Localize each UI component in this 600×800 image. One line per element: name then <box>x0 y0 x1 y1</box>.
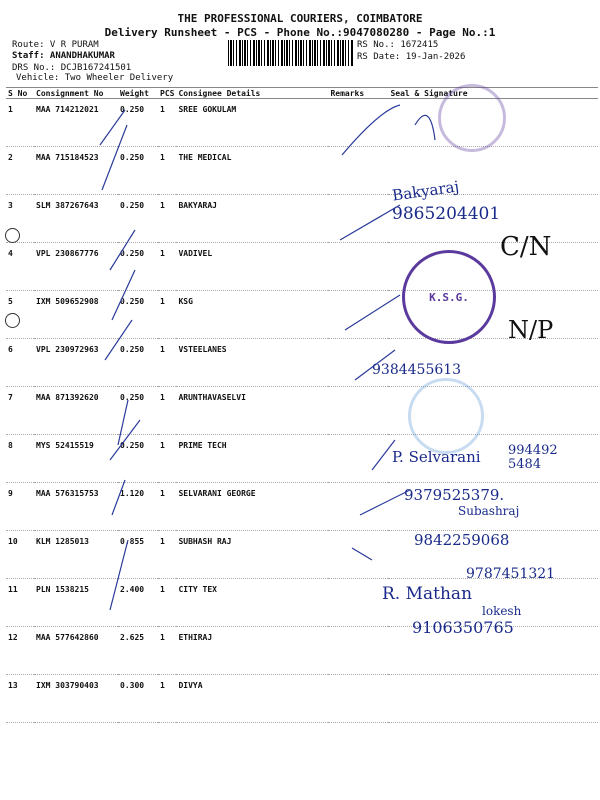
circle-mark <box>5 228 20 243</box>
cell-cons: SREE GOKULAM <box>176 99 328 147</box>
cell-sno: 13 <box>6 675 34 723</box>
table-row <box>6 339 598 387</box>
rs-number: RS No.: 1672415 <box>357 40 439 50</box>
cell-cons: SUBHASH RAJ <box>176 531 328 579</box>
cell-wt: 0.250 <box>118 243 158 291</box>
cell-cn: MYS 52415519 <box>34 435 118 483</box>
hw-phone-13: 9106350765 <box>412 618 514 637</box>
cell-cons: VADIVEL <box>176 243 328 291</box>
cell-cons: SELVARANI GEORGE <box>176 483 328 531</box>
cell-pcs: 1 <box>158 435 176 483</box>
cell-sno: 9 <box>6 483 34 531</box>
hw-np: N/P <box>508 316 554 344</box>
cell-sno: 8 <box>6 435 34 483</box>
cell-cons: CITY TEX <box>176 579 328 627</box>
col-consignee: Consignee Details <box>176 88 328 99</box>
circle-mark <box>5 313 20 328</box>
cell-sno: 10 <box>6 531 34 579</box>
cell-pcs: 1 <box>158 531 176 579</box>
cell-wt: 2.625 <box>118 627 158 675</box>
cell-rem <box>328 627 388 675</box>
cell-cn: MAA 576315753 <box>34 483 118 531</box>
cell-rem <box>328 675 388 723</box>
cell-pcs: 1 <box>158 291 176 339</box>
hw-phone-11: 9842259068 <box>414 531 510 549</box>
cell-pcs: 1 <box>158 99 176 147</box>
cell-cons: BAKYARAJ <box>176 195 328 243</box>
company-title: THE PROFESSIONAL COURIERS, COIMBATORE <box>177 12 423 25</box>
col-consignment: Consignment No <box>34 88 118 99</box>
cell-cn: MAA 871392620 <box>34 387 118 435</box>
col-weight: Weight <box>118 88 158 99</box>
hw-bakyaraj: Bakyaraj <box>391 177 461 205</box>
cell-cn: MAA 715184523 <box>34 147 118 195</box>
hw-phone-7: 9384455613 <box>372 362 462 378</box>
cell-rem <box>328 387 388 435</box>
cell-pcs: 1 <box>158 483 176 531</box>
hw-phone-3: 9865204401 <box>392 204 501 224</box>
cell-wt: 0.250 <box>118 291 158 339</box>
hw-mathan: R. Mathan <box>382 584 473 604</box>
cell-rem <box>328 291 388 339</box>
table-header <box>6 88 598 99</box>
table-row <box>6 387 598 435</box>
cell-cons: VSTEELANES <box>176 339 328 387</box>
runsheet-subtitle: Delivery Runsheet - PCS - Phone No.:9047080280 - Page No.:1 <box>104 26 496 39</box>
cell-wt: 1.120 <box>118 483 158 531</box>
cell-rem <box>328 99 388 147</box>
college-stamp <box>402 250 496 344</box>
cell-cons: ARUNTHAVASELVI <box>176 387 328 435</box>
cell-sig <box>388 675 598 723</box>
cell-rem <box>328 531 388 579</box>
faint-stamp <box>438 84 506 152</box>
table-row <box>6 147 598 195</box>
cell-pcs: 1 <box>158 339 176 387</box>
drs-number: DRS No.: DCJB167241501 <box>12 63 132 73</box>
cell-rem <box>328 483 388 531</box>
col-pcs: PCS <box>160 88 175 98</box>
cell-pcs: 1 <box>158 147 176 195</box>
cell-pcs: 1 <box>158 675 176 723</box>
cell-wt: 0.250 <box>118 435 158 483</box>
cell-cn: MAA 577642860 <box>34 627 118 675</box>
cell-cn: KLM 1285013 <box>34 531 118 579</box>
cell-wt: 0.300 <box>118 675 158 723</box>
col-remarks: Remarks <box>328 88 388 99</box>
vehicle: Vehicle: Two Wheeler Delivery <box>16 73 174 83</box>
cell-cons: KSG <box>176 291 328 339</box>
rs-date: RS Date: 19-Jan-2026 <box>357 52 466 62</box>
cell-wt: 0.250 <box>118 195 158 243</box>
stamp-label: K.S.G. <box>429 290 469 304</box>
cell-cn: VPL 230972963 <box>34 339 118 387</box>
cell-cn: IXM 509652908 <box>34 291 118 339</box>
cell-sno: 1 <box>6 99 34 147</box>
cell-pcs: 1 <box>158 627 176 675</box>
hw-lokesh: lokesh <box>482 604 522 618</box>
cell-cn: IXM 303790403 <box>34 675 118 723</box>
cell-rem <box>328 435 388 483</box>
cell-wt: 0.855 <box>118 531 158 579</box>
cell-cons: PRIME TECH <box>176 435 328 483</box>
cell-sno: 5 <box>6 291 34 339</box>
cell-cons: ETHIRAJ <box>176 627 328 675</box>
cell-wt: 0.250 <box>118 147 158 195</box>
hw-subhash: Subashraj <box>458 504 520 518</box>
cell-pcs: 1 <box>158 387 176 435</box>
cell-wt: 0.250 <box>118 99 158 147</box>
cell-cons: THE MEDICAL <box>176 147 328 195</box>
cell-cn: MAA 714212021 <box>34 99 118 147</box>
cell-rem <box>328 579 388 627</box>
cell-rem <box>328 147 388 195</box>
cell-cons: DIVYA <box>176 675 328 723</box>
cell-cn: VPL 230867776 <box>34 243 118 291</box>
cell-pcs: 1 <box>158 243 176 291</box>
route: Route: V R PURAM <box>12 40 99 50</box>
cell-cn: SLM 387267643 <box>34 195 118 243</box>
hw-selvarani: P. Selvarani <box>392 448 481 466</box>
hw-phone-12: 9787451321 <box>466 566 556 582</box>
faint-stamp-blue <box>408 378 484 454</box>
cell-sno: 2 <box>6 147 34 195</box>
cell-rem <box>328 243 388 291</box>
cell-wt: 0.250 <box>118 387 158 435</box>
cell-sno: 11 <box>6 579 34 627</box>
barcode <box>228 40 354 66</box>
hw-phone-9: 994492 5484 <box>508 443 558 472</box>
cell-sno: 3 <box>6 195 34 243</box>
cell-rem <box>328 195 388 243</box>
cell-wt: 0.250 <box>118 339 158 387</box>
hw-cn: C/N <box>500 232 552 262</box>
cell-wt: 2.400 <box>118 579 158 627</box>
cell-pcs: 1 <box>158 579 176 627</box>
cell-sno: 4 <box>6 243 34 291</box>
hw-phone-10: 9379525379. <box>404 486 505 504</box>
cell-sno: 6 <box>6 339 34 387</box>
cell-pcs: 1 <box>158 195 176 243</box>
table-row <box>6 675 598 723</box>
cell-sno: 12 <box>6 627 34 675</box>
cell-sno: 7 <box>6 387 34 435</box>
cell-cn: PLN 1538215 <box>34 579 118 627</box>
staff: Staff: ANANDHAKUMAR <box>12 51 115 61</box>
col-sno: S No <box>6 88 34 99</box>
table-row <box>6 99 598 147</box>
col-signature: Seal & Signature <box>388 88 598 99</box>
